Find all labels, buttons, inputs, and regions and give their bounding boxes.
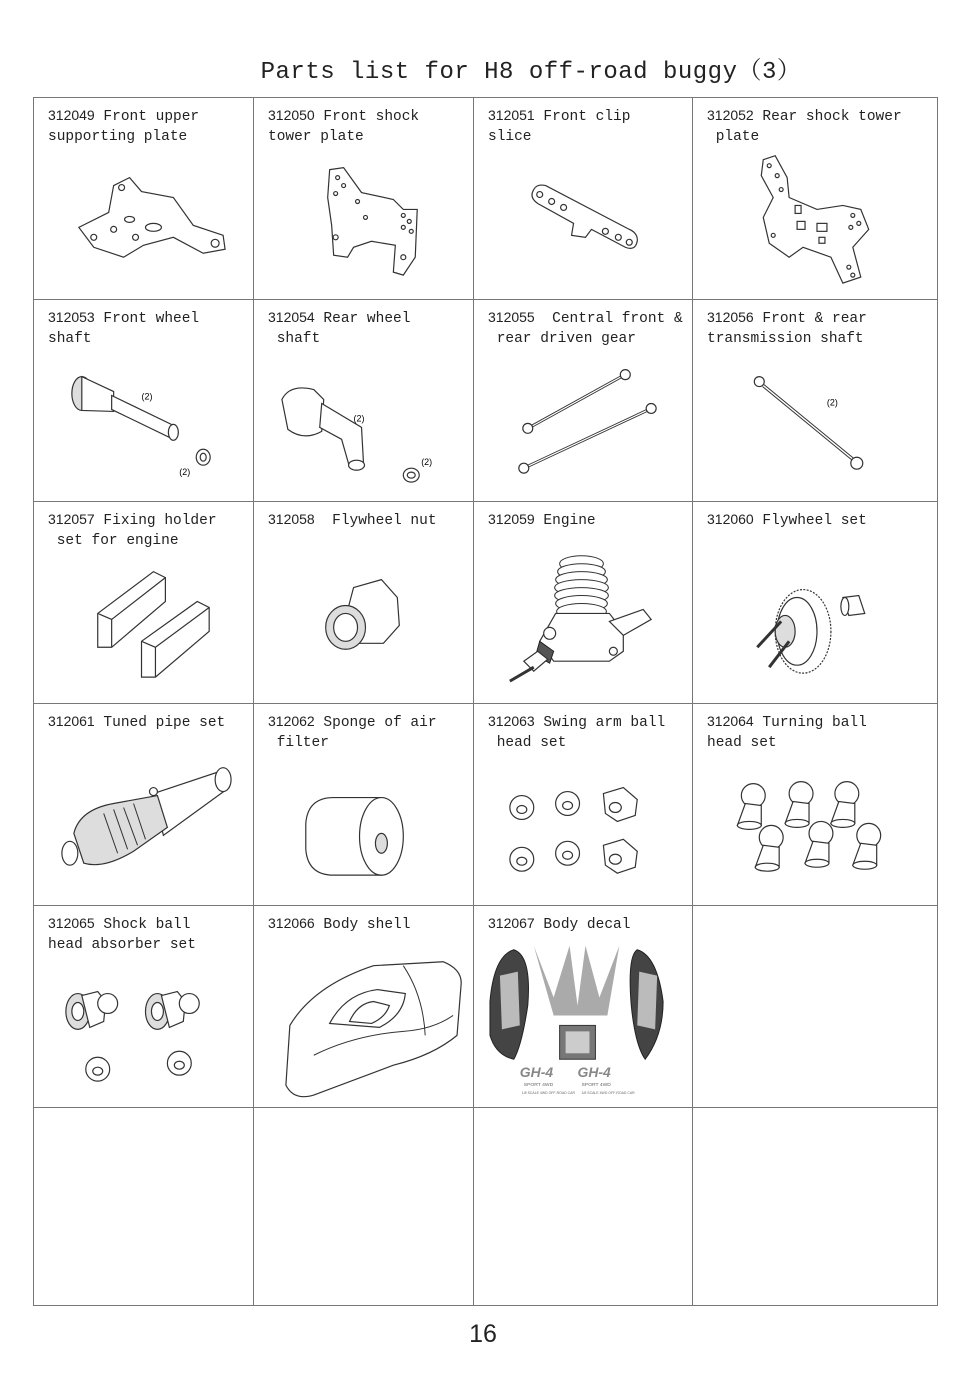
part-cell-312055: 312055 Central front & rear driven gear	[474, 300, 693, 502]
part-cell-312052: 312052 Rear shock tower plate	[693, 98, 937, 300]
svg-text:SPORT 4WD: SPORT 4WD	[581, 1083, 611, 1089]
part-cell-312061: 312061 Tuned pipe set	[34, 704, 254, 906]
engine-icon	[474, 502, 692, 703]
body-shell-icon	[254, 906, 473, 1107]
front-wheel-shaft-icon	[34, 300, 253, 501]
svg-text:GH-4: GH-4	[577, 1064, 611, 1081]
part-cell-312063: 312063 Swing arm ball head set	[474, 704, 693, 906]
svg-text:1/8 SCALE 4WD OFF-ROAD CAR: 1/8 SCALE 4WD OFF-ROAD CAR	[521, 1091, 576, 1096]
part-cell-312064: 312064 Turning ball head set	[693, 704, 937, 906]
part-cell-312065: 312065 Shock ball head absorber set	[34, 906, 254, 1108]
part-cell-312059: 312059 Engine	[474, 502, 693, 704]
part-name: Front upper supporting plate	[48, 109, 200, 145]
empty-cell	[693, 1108, 937, 1305]
qty-label: (2)	[179, 467, 191, 478]
decal-logo: GH-4	[519, 1064, 554, 1081]
flywheel-nut-icon	[254, 502, 473, 703]
part-cell-312050: 312050 Front shock tower plate	[254, 98, 474, 300]
turning-balls-icon	[693, 704, 937, 905]
empty-cell	[34, 1108, 254, 1305]
page-number: 16	[469, 1320, 497, 1348]
part-cell-312049	[34, 98, 254, 300]
part-cell-312058: 312058 Flywheel nut	[254, 502, 474, 704]
tuned-pipe-icon	[34, 704, 253, 905]
part-cell-312060: 312060 Flywheel set	[693, 502, 937, 704]
svg-text:1/8 SCALE 4WD OFF-ROAD CAR: 1/8 SCALE 4WD OFF-ROAD CAR	[581, 1091, 635, 1096]
empty-cell	[693, 906, 937, 1108]
svg-text:SPORT 4WD: SPORT 4WD	[523, 1083, 554, 1089]
driven-gear-shaft-icon	[474, 300, 692, 501]
swing-arm-balls-icon	[474, 704, 692, 905]
empty-cell	[474, 1108, 693, 1305]
rear-wheel-shaft-icon	[254, 300, 473, 501]
part-cell-312051: 312051 Front clip slice	[474, 98, 693, 300]
body-decal-icon	[474, 906, 692, 1107]
part-cell-312056: 312056 Front & rear transmission shaft (2)	[693, 300, 937, 502]
empty-cell	[254, 1108, 474, 1305]
part-cell-312053: 312053 Front wheel shaft (2) (2)	[34, 300, 254, 502]
svg-text:(2): (2)	[826, 397, 838, 408]
rear-shock-tower-icon	[693, 98, 937, 299]
qty-label: (2)	[141, 391, 153, 402]
part-cell-312067: 312067 Body decal GH-4 GH-4 SPORT 4WD SPORT 4WD 1/8 SCALE 4WD OFF-ROAD CAR 1/8 SCALE 4WD OFF-ROAD CAR	[474, 906, 693, 1108]
svg-text:(2): (2)	[353, 413, 365, 424]
engine-holder-icon	[34, 502, 253, 703]
parts-grid	[33, 97, 938, 1306]
front-clip-icon	[474, 98, 692, 299]
part-code: 312049	[48, 107, 95, 123]
part-cell-312057: 312057 Fixing holder set for engine	[34, 502, 254, 704]
svg-text:(2): (2)	[421, 457, 433, 468]
part-cell-312066: 312066 Body shell	[254, 906, 474, 1108]
front-shock-tower-icon	[254, 98, 473, 299]
shock-balls-icon	[34, 906, 253, 1107]
front-upper-plate-icon	[34, 98, 253, 299]
part-cell-312062: 312062 Sponge of air filter	[254, 704, 474, 906]
page-title: Parts list for H8 off-road buggy（3）	[260, 59, 802, 86]
transmission-shaft-icon	[693, 300, 937, 501]
part-cell-312054: 312054 Rear wheel shaft (2) (2)	[254, 300, 474, 502]
flywheel-icon	[693, 502, 937, 703]
air-filter-sponge-icon	[254, 704, 473, 905]
